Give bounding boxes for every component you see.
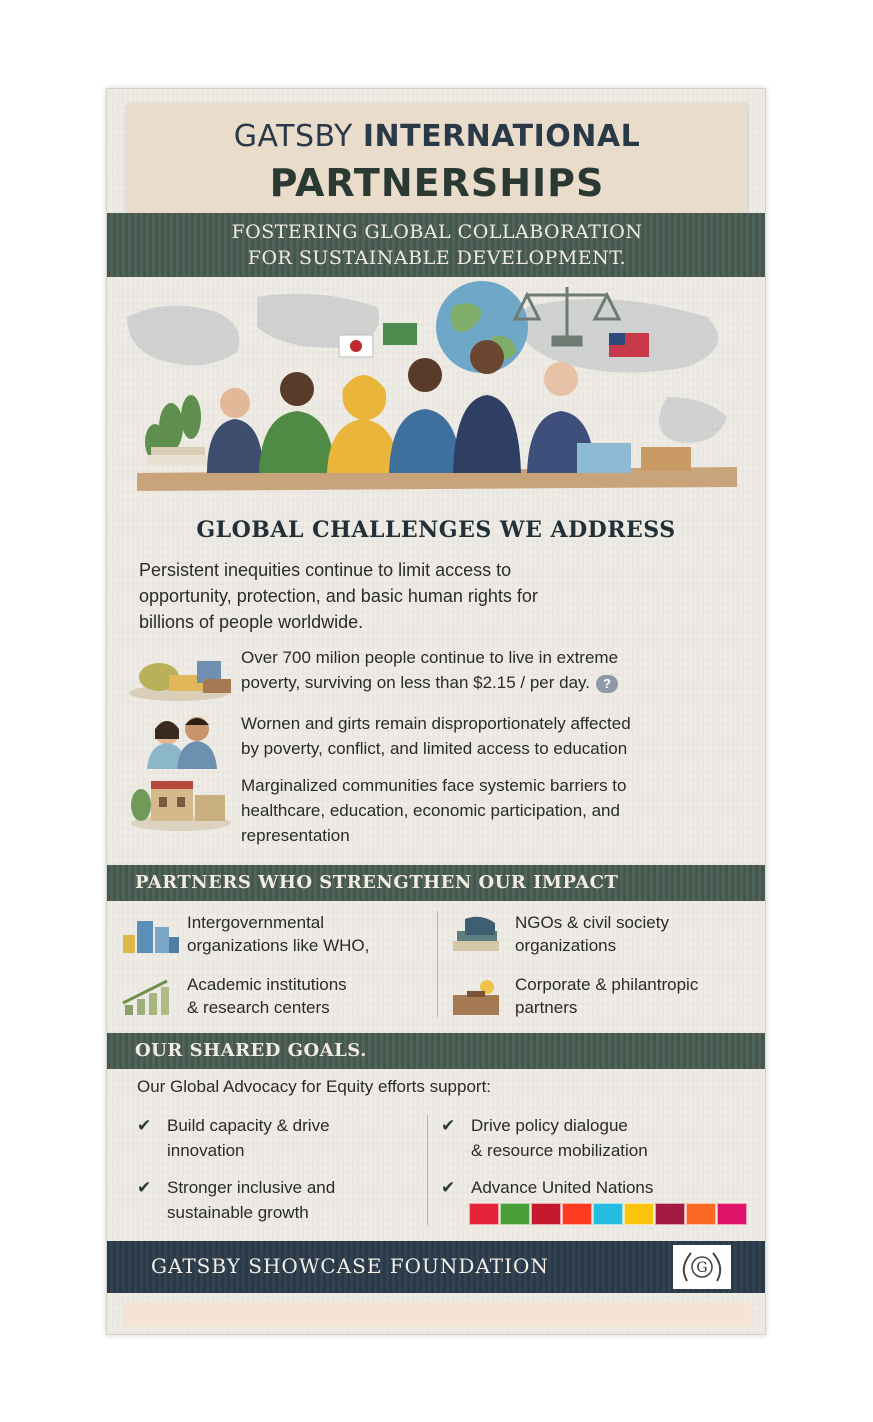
goals-intro: Our Global Advocacy for Equity efforts support:: [137, 1077, 492, 1096]
goals-divider: [427, 1115, 428, 1225]
community-buildings-icon: [125, 773, 235, 833]
woman-and-girl-icon: [125, 711, 235, 771]
sdg-icons-row: [469, 1203, 749, 1225]
intro-line3: billions of people worldwide.: [139, 612, 364, 632]
challenge-communities-line1: Marginalized communities face systemic barriers to: [241, 776, 627, 795]
footer-foundation-name: GATSBY SHOWCASE FOUNDATION: [151, 1254, 549, 1278]
partner-academic-line2: & research centers: [187, 998, 330, 1017]
goals-title: OUR SHARED GOALS.: [135, 1040, 367, 1061]
sdg-tile-icon: [593, 1203, 623, 1225]
partner-ngos-line1: NGOs & civil society: [515, 913, 669, 932]
challenge-women-line1: Wornen and girts remain disproportionately affected: [241, 714, 631, 733]
challenge-item-communities: [125, 773, 755, 845]
checkmark-icon: ✔: [441, 1116, 456, 1135]
title-card: [127, 103, 747, 215]
partners-title: PARTNERS WHO STRENGTHEN OUR IMPACT: [135, 872, 619, 893]
challenge-communities-line3: representation: [241, 826, 350, 845]
books-icon: [147, 447, 207, 465]
usa-flag-icon: [609, 333, 649, 357]
sdg-tile-icon: [624, 1203, 654, 1225]
challenges-intro: [139, 557, 729, 635]
goal-growth-line2: sustainable growth: [167, 1203, 309, 1222]
ngo-books-icon: [447, 915, 509, 955]
money-stack-icon: [125, 645, 235, 705]
poster: [106, 88, 766, 1335]
goals-band: [107, 1033, 766, 1069]
partner-corporate-line2: partners: [515, 998, 578, 1017]
sdg-tile-icon: [469, 1203, 499, 1225]
goal-capacity-line1: Build capacity & drive: [167, 1116, 330, 1135]
partner-intergovernmental-line1: Intergovernmental: [187, 913, 325, 932]
title-word-international: INTERNATIONAL: [362, 119, 641, 154]
hero-illustration: [107, 277, 766, 505]
goal-policy-line1: Drive policy dialogue: [471, 1116, 628, 1135]
subtitle-line1: FOSTERING GLOBAL COLLABORATION: [231, 221, 643, 243]
goal-un-line1: Advance United Nations: [471, 1178, 654, 1197]
people-group: [207, 340, 595, 473]
partner-intergovernmental-line2: organizations like WHO,: [187, 936, 370, 955]
challenge-item-poverty: [125, 645, 755, 711]
checkmark-icon: ✔: [137, 1116, 152, 1135]
partners-divider: [437, 911, 438, 1017]
goal-policy-line2: & resource mobilization: [471, 1141, 648, 1160]
partner-academic-line1: Academic institutions: [187, 975, 347, 994]
japan-flag-icon: [339, 335, 373, 357]
logo-letter: G: [696, 1260, 708, 1276]
sdg-tile-icon: [500, 1203, 530, 1225]
challenge-item-women: [125, 711, 755, 777]
subtitle-band: [107, 213, 766, 277]
intro-line2: opportunity, protection, and basic human rights for: [139, 586, 538, 606]
goal-growth-line1: Stronger inclusive and: [167, 1178, 336, 1197]
checkmark-icon: ✔: [441, 1178, 456, 1197]
sdg-tile-icon: [655, 1203, 685, 1225]
sdg-tile-icon: [562, 1203, 592, 1225]
challenges-title: GLOBAL CHALLENGES WE ADDRESS: [196, 517, 676, 543]
bottom-strip: [123, 1303, 751, 1327]
laurel-logo-icon: [673, 1245, 731, 1289]
green-flag-icon: [383, 323, 417, 345]
growth-chart-icon: [119, 977, 181, 1017]
partner-corporate-line1: Corporate & philantropic: [515, 975, 699, 994]
briefcase-sun-icon: [447, 977, 509, 1017]
subtitle-line2: FOR SUSTAINABLE DEVELOPMENT.: [247, 247, 627, 269]
sdg-tile-icon: [686, 1203, 716, 1225]
page-title-line2: PARTNERSHIPS: [269, 161, 605, 205]
intro-line1: Persistent inequities continue to limit access to: [139, 560, 512, 580]
title-word-gatsby: GATSBY: [233, 119, 353, 154]
challenge-women-line2: by poverty, conflict, and limited access to education: [241, 739, 628, 758]
challenge-communities-line2: healthcare, education, economic participation, and: [241, 801, 620, 820]
foundation-logo: [673, 1245, 731, 1289]
question-badge-icon[interactable]: ?: [596, 675, 618, 693]
government-buildings-icon: [119, 915, 181, 955]
sdg-tile-icon: [531, 1203, 561, 1225]
checkmark-icon: ✔: [137, 1178, 152, 1197]
challenge-poverty-line2: poverty, surviving on less than $2.15 / per day.: [241, 673, 591, 692]
footer-band: [107, 1241, 766, 1293]
sdg-tile-icon: [717, 1203, 747, 1225]
challenge-poverty-line1: Over 700 milion people continue to live in extreme: [241, 648, 619, 667]
page-title-line1: [127, 119, 747, 154]
partners-band: [107, 865, 766, 901]
goal-capacity-line2: innovation: [167, 1141, 245, 1160]
partner-ngos-line2: organizations: [515, 936, 617, 955]
